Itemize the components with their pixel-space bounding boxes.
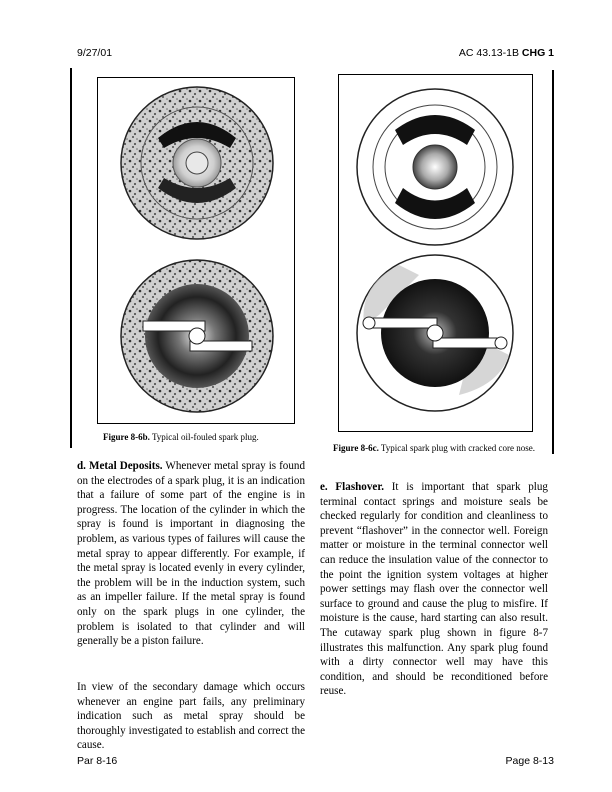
oil-fouled-spark-plug-illustration xyxy=(98,78,294,423)
figure-label: Figure 8-6c. xyxy=(333,443,379,453)
section-e-paragraph xyxy=(320,480,548,699)
section-d-body: Whenever metal spray is found on the electrodes of a spark plug, it is an indication that a failure of some part of the engine is in progress. The location of the cylinder in which the spray is found is important in diagnosing the problem, as various types of failures will cause the metal spray to appear differently. For example, if the metal spray is located evenly in every cylinder, the problem will be in the induction system, such as an impeller failure. If the metal spray is found only on the spark plugs in one cylinder, the problem is isolated to that cylinder and will generally be a piston failure. xyxy=(77,460,305,648)
section-e-heading: e. Flashover. xyxy=(320,481,384,493)
header-date: 9/27/01 xyxy=(77,47,113,59)
figure-8-6b-caption xyxy=(103,432,303,443)
change-bar-left xyxy=(70,68,72,448)
header-doc-id xyxy=(459,47,554,59)
footer-page-number: Page 8-13 xyxy=(505,755,554,767)
cracked-core-nose-spark-plug-illustration xyxy=(339,75,532,431)
section-d-paragraph xyxy=(77,459,305,649)
doc-id: AC 43.13-1B xyxy=(458,47,519,59)
figure-8-6c-caption xyxy=(333,443,538,454)
section-e-body: It is important that spark plug terminal contact springs and moisture seals be checked regularly for condition and cleanliness to prevent “flashover” in the connector well. Foreign matter or moisture in the terminal connector well can reduce the insulation value of the connector to the point the ignition system voltages at higher power settings may flash over the connector well surface to ground and cause the plug to misfire. If moisture is the cause, hard starting can also result. The cutaway spark plug shown in figure 8-7 illustrates this malfunction. Any spark plug found with a dirty connector well may have this condition, and should be reconditioned before reuse. xyxy=(320,481,548,698)
footer-paragraph-ref: Par 8-16 xyxy=(77,755,118,767)
caption-text: Typical spark plug with cracked core nose. xyxy=(380,443,535,453)
figure-label: Figure 8-6b. xyxy=(103,432,150,442)
section-d-paragraph-2: In view of the secondary damage which occurs whenever an engine part fails, any preliminary indication such as metal spray should be thoroughly investigated to establish and correct the cause. xyxy=(77,681,305,752)
caption-text: Typical oil-fouled spark plug. xyxy=(151,432,259,442)
section-d-heading: d. Metal Deposits. xyxy=(77,460,163,472)
figure-8-6b xyxy=(97,77,295,424)
change-number: CHG 1 xyxy=(521,47,554,59)
figure-8-6c xyxy=(338,74,533,432)
change-bar-right xyxy=(552,70,554,454)
